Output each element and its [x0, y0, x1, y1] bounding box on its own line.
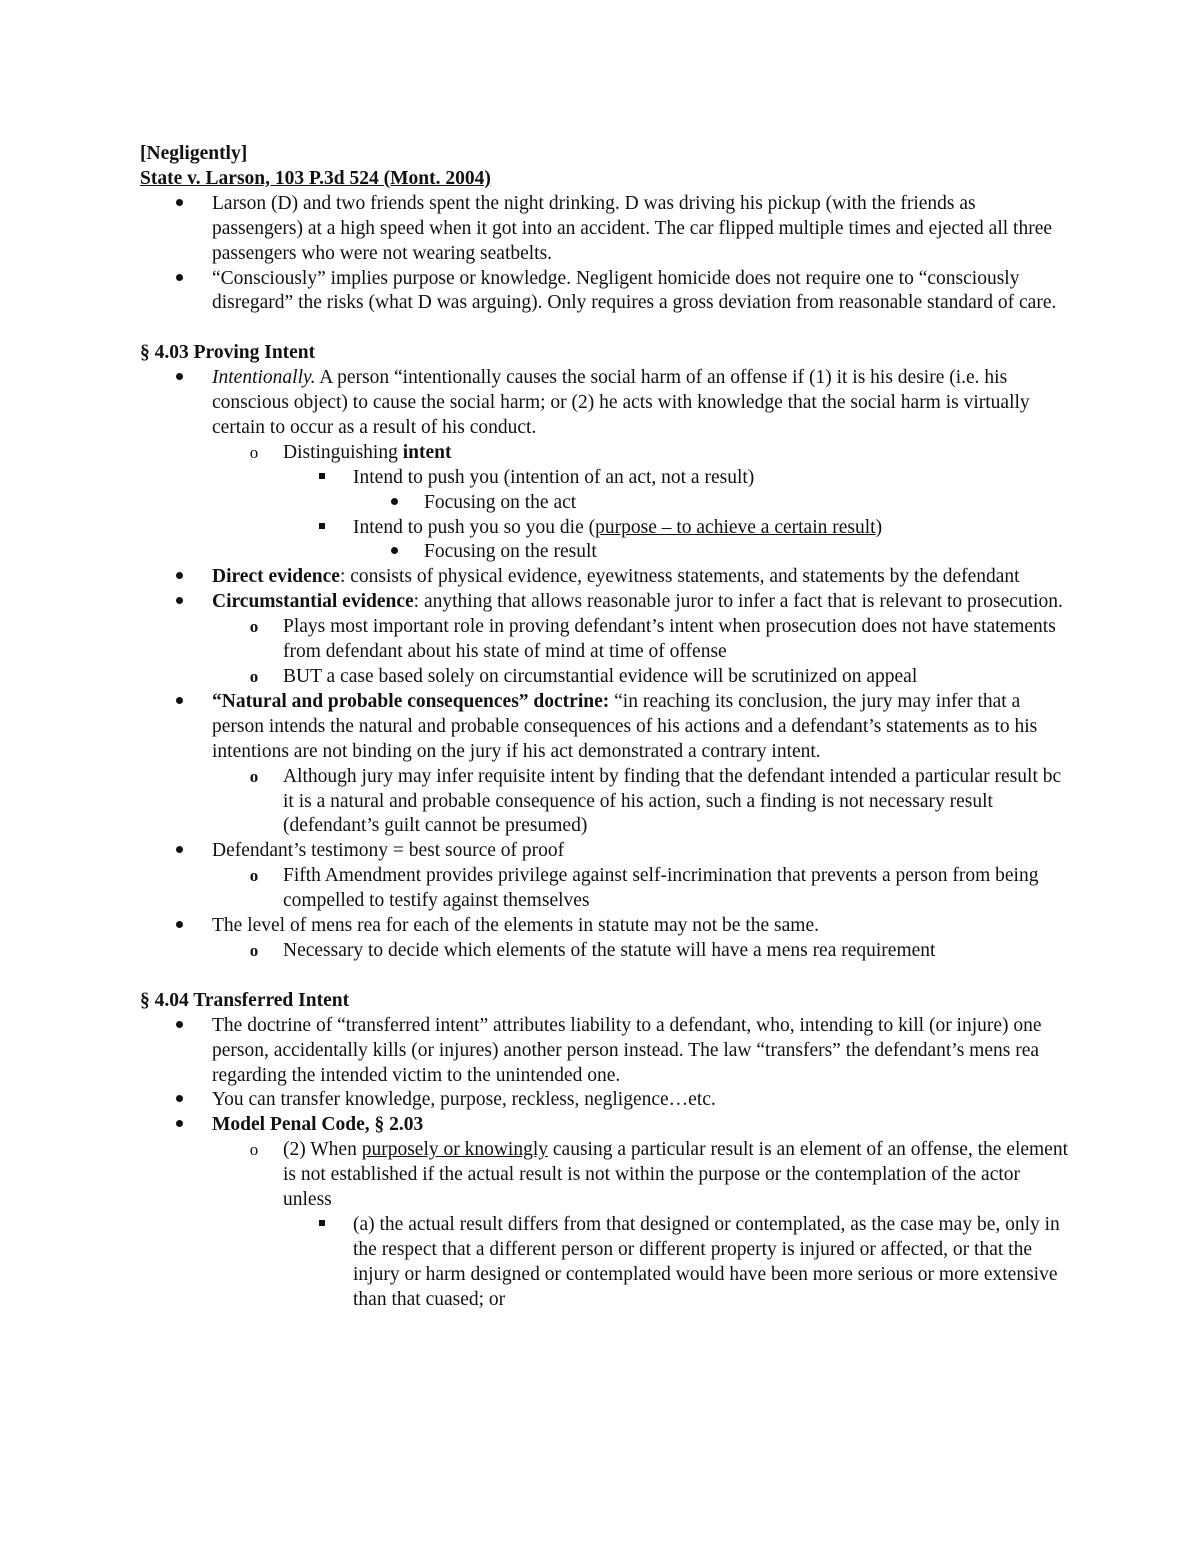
- list-item: [140, 366, 1070, 441]
- list-item: [140, 1088, 1070, 1113]
- bullet-icon: [169, 1113, 189, 1138]
- list-item: [140, 665, 1070, 690]
- list-item-text: : consists of physical evidence, eyewitness statements, and statements by the defendant: [339, 566, 1020, 588]
- bullet-icon: [384, 491, 404, 516]
- list-item-text: (2) When: [283, 1139, 362, 1161]
- term-model-penal-code: Model Penal Code, § 2.03: [212, 1114, 424, 1136]
- list-item-text: Plays most important role in proving defendant’s intent when prosecution does not have statements from defendant about his state of mind at time of offense: [283, 616, 1056, 663]
- list-item: [140, 839, 1070, 864]
- circle-bullet-icon: o: [249, 442, 259, 462]
- list-item: [140, 765, 1070, 840]
- circle-bullet-icon: o: [249, 766, 259, 786]
- circle-bullet-icon: o: [249, 667, 259, 687]
- list-item-text: causing a particular result is an element of an offense, the element is not established if the actual result is not within the purpose or the contemplation of the actor unless: [283, 1139, 1069, 1211]
- square-bullet-icon: [312, 466, 332, 491]
- list-item: [140, 491, 1070, 516]
- bullet-icon: [169, 1088, 189, 1113]
- term-natural-probable-consequences: “Natural and probable consequences” doctrine:: [212, 690, 610, 712]
- list-item: [140, 690, 1070, 765]
- list-item: [140, 516, 1070, 541]
- underlined-text: purposely or knowingly: [361, 1139, 549, 1161]
- bullet-icon: [169, 565, 189, 590]
- list-item: [140, 864, 1070, 914]
- list-item: [140, 540, 1070, 565]
- section-heading-proving-intent: § 4.03 Proving Intent: [140, 342, 316, 364]
- term-direct-evidence: Direct evidence: [212, 566, 340, 588]
- list-item: [140, 590, 1070, 615]
- list-item: [140, 1113, 1070, 1138]
- list-item: [140, 267, 1070, 317]
- list-item-text: BUT a case based solely on circumstantial evidence will be scrutinized on appeal: [283, 666, 918, 688]
- list-item: [140, 1138, 1070, 1213]
- bullet-icon: [169, 590, 189, 615]
- list-item: [140, 939, 1070, 964]
- list-item-text: The doctrine of “transferred intent” attributes liability to a defendant, who, intending to kill (or injure) one person, accidentally kills (or injures) another person instead. The law “transfers” the defendant’s mens rea regarding the intended victim to the unintended one.: [212, 1014, 1042, 1086]
- list-item-text: Distinguishing: [283, 441, 403, 463]
- circle-bullet-icon: o: [249, 940, 259, 960]
- document-body: [140, 142, 1070, 1313]
- circle-bullet-icon: o: [249, 617, 259, 637]
- list-item: [140, 192, 1070, 267]
- list-item-text: Intend to push you so you die (: [353, 516, 596, 538]
- list-item-text: The level of mens rea for each of the elements in statute may not be the same.: [212, 915, 819, 937]
- circle-bullet-icon: o: [249, 1140, 259, 1160]
- list-item-text: Defendant’s testimony = best source of proof: [212, 840, 565, 862]
- square-bullet-icon: [312, 1213, 332, 1238]
- list-item-text: Necessary to decide which elements of the statute will have a mens rea requirement: [283, 939, 936, 961]
- list-item-text: Fifth Amendment provides privilege against self-incrimination that prevents a person from being compelled to testify against themselves: [283, 865, 1039, 912]
- underlined-text: purpose – to achieve a certain result: [595, 516, 876, 538]
- term-circumstantial-evidence: Circumstantial evidence: [212, 591, 414, 613]
- case-title-state-v-larson: State v. Larson, 103 P.3d 524 (Mont. 2004): [140, 167, 491, 189]
- list-item-text: Although jury may infer requisite intent by finding that the defendant intended a particular result bc it is a natural and probable consequence of his action, such a finding is not necessary result (defendant’s guilt cannot be presumed): [283, 765, 1062, 837]
- list-item-text: You can transfer knowledge, purpose, reckless, negligence…etc.: [212, 1089, 716, 1111]
- bullet-icon: [384, 540, 404, 565]
- list-item: [140, 1014, 1070, 1089]
- square-bullet-icon: [312, 516, 332, 541]
- list-item-text: (a) the actual result differs from that designed or contemplated, as the case may be, only in the respect that a different person or different property is injured or affected, or that the injury or harm designed or contemplated would have been more serious or more extensive than that cuased; or: [353, 1213, 1060, 1310]
- list-item-text: : anything that allows reasonable juror to infer a fact that is relevant to prosecution.: [413, 591, 1063, 613]
- list-item-text: ): [875, 516, 883, 538]
- term-intent: intent: [402, 441, 452, 463]
- bullet-icon: [169, 914, 189, 939]
- list-item-text: “in reaching its conclusion, the jury may infer that a person intends the natural and probable consequences of his actions and a defendant’s statements as to his intentions are not binding on the jury if his act demonstrated a contrary intent.: [212, 690, 1038, 762]
- bullet-icon: [169, 839, 189, 864]
- list-item-text: A person “intentionally causes the social harm of an offense if (1) it is his desire (i.e. his conscious object) to cause the social harm; or (2) he acts with knowledge that the social harm is virtually certain to occur as a result of his conduct.: [212, 367, 1030, 438]
- bullet-icon: [169, 192, 189, 217]
- bullet-icon: [169, 1014, 189, 1039]
- list-item-text: Focusing on the act: [424, 491, 577, 513]
- list-item: [140, 615, 1070, 665]
- list-item: [140, 466, 1070, 491]
- bullet-icon: [169, 366, 189, 391]
- term-intentionally: Intentionally.: [212, 367, 316, 389]
- section-heading-negligently: [Negligently]: [140, 143, 248, 164]
- list-item-text: Larson (D) and two friends spent the night drinking. D was driving his pickup (with the friends as passengers) at a high speed when it got into an accident. The car flipped multiple times and ejected all three passengers who were not wearing seatbelts.: [212, 192, 1053, 264]
- list-item: [140, 914, 1070, 939]
- list-item: [140, 441, 1070, 466]
- circle-bullet-icon: o: [249, 866, 259, 886]
- list-item: [140, 1213, 1070, 1313]
- list-item-text: “Consciously” implies purpose or knowledge. Negligent homicide does not require one to “consciously disregard” the risks (what D was arguing). Only requires a gross deviation from reasonable standard of care.: [212, 267, 1057, 314]
- bullet-icon: [169, 267, 189, 292]
- bullet-icon: [169, 690, 189, 715]
- section-heading-transferred-intent: § 4.04 Transferred Intent: [140, 989, 350, 1011]
- list-item-text: Intend to push you (intention of an act, not a result): [353, 466, 755, 488]
- list-item: [140, 565, 1070, 590]
- list-item-text: Focusing on the result: [424, 541, 597, 563]
